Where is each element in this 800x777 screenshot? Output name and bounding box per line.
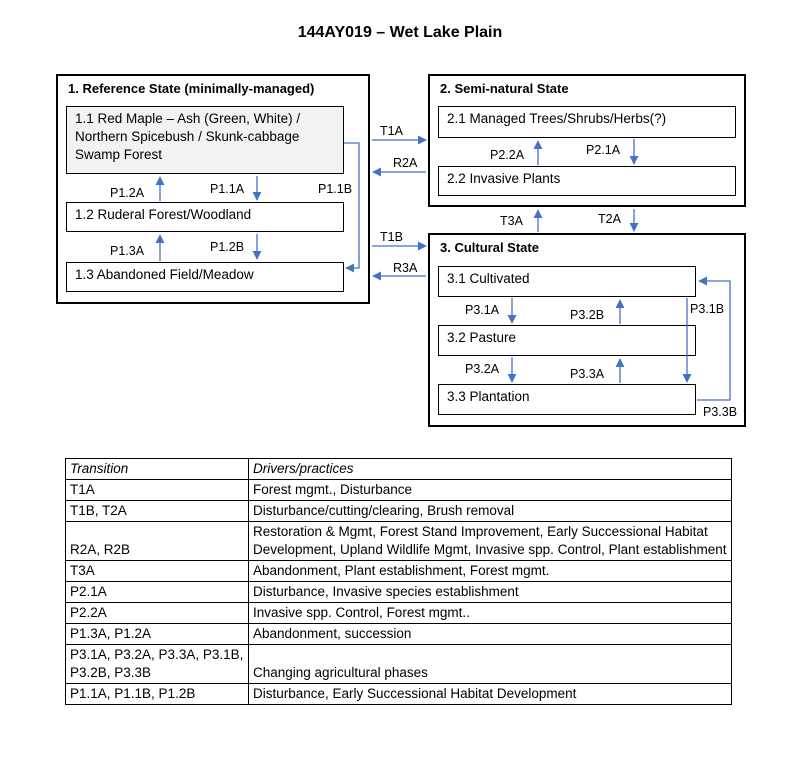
label-t3a: T3A [500,214,523,228]
drivers-cell: Disturbance/cutting/clearing, Brush removal [249,501,732,522]
drivers-cell: Disturbance, Invasive species establishment [249,582,732,603]
phase-3-3: 3.3 Plantation [438,384,696,415]
label-p3-1b: P3.1B [690,302,725,316]
label-p2-2a: P2.2A [490,148,525,162]
label-p2-1a: P2.1A [586,143,621,157]
drivers-cell: Invasive spp. Control, Forest mgmt.. [249,603,732,624]
transition-cell: T1B, T2A [66,501,249,522]
label-p1-2a: P1.2A [110,186,145,200]
table-row [66,603,732,624]
header-drivers: Drivers/practices [249,459,732,480]
table-row [66,645,732,684]
drivers-cell: Disturbance, Early Successional Habitat Development [249,684,732,705]
drivers-cell: Forest mgmt., Disturbance [249,480,732,501]
label-t1a: T1A [380,124,403,138]
header-transition: Transition [66,459,249,480]
phase-2-2: 2.2 Invasive Plants [438,166,736,196]
label-t1b: T1B [380,230,403,244]
table-row [66,501,732,522]
table-row [66,480,732,501]
drivers-cell: Abandonment, succession [249,624,732,645]
label-p3-3b: P3.3B [703,405,738,419]
transition-cell: P1.3A, P1.2A [66,624,249,645]
phase-1-1: 1.1 Red Maple – Ash (Green, White) / Northern Spicebush / Skunk-cabbage Swamp Forest [66,106,344,174]
arrow-p1-1b [344,143,359,268]
state-3-heading: 3. Cultural State [440,240,539,255]
label-p3-2a: P3.2A [465,362,500,376]
transition-cell: T1A [66,480,249,501]
transition-cell: P2.1A [66,582,249,603]
label-p1-2b: P1.2B [210,240,245,254]
transition-cell: R2A, R2B [66,522,249,561]
drivers-cell: Abandonment, Plant establishment, Forest mgmt. [249,561,732,582]
label-r2a: R2A [393,156,418,170]
label-p1-1b: P1.1B [318,182,353,196]
state-1-heading: 1. Reference State (minimally-managed) [68,81,315,96]
table-row [66,684,732,705]
table-header-row [66,459,732,480]
diagram-title: 144AY019 – Wet Lake Plain [297,24,503,41]
label-p3-3a: P3.3A [570,367,605,381]
phase-2-1: 2.1 Managed Trees/Shrubs/Herbs(?) [438,106,736,138]
phase-1-2: 1.2 Ruderal Forest/Woodland [66,202,344,232]
table-row [66,624,732,645]
transition-cell: T3A [66,561,249,582]
table-row [66,561,732,582]
label-p1-3a: P1.3A [110,244,145,258]
table-row [66,582,732,603]
phase-3-1: 3.1 Cultivated [438,266,696,297]
table-row [66,522,732,561]
label-p3-2b: P3.2B [570,308,605,322]
transition-cell: P3.1A, P3.2A, P3.3A, P3.1B, P3.2B, P3.3B [66,645,249,684]
label-t2a: T2A [598,212,621,226]
label-p1-1a: P1.1A [210,182,245,196]
drivers-table [65,458,732,705]
state-2-heading: 2. Semi-natural State [440,81,569,96]
label-r3a: R3A [393,261,418,275]
phase-3-2: 3.2 Pasture [438,325,696,356]
arrow-p3-3b [697,281,730,400]
phase-1-3: 1.3 Abandoned Field/Meadow [66,262,344,292]
transition-cell: P1.1A, P1.1B, P1.2B [66,684,249,705]
transition-cell: P2.2A [66,603,249,624]
label-p3-1a: P3.1A [465,303,500,317]
drivers-cell: Restoration & Mgmt, Forest Stand Improvement, Early Successional Habitat Development, Upland Wildlife Mgmt, Invasive spp. Control, Plant establishment [249,522,732,561]
drivers-cell: Changing agricultural phases [249,645,732,684]
